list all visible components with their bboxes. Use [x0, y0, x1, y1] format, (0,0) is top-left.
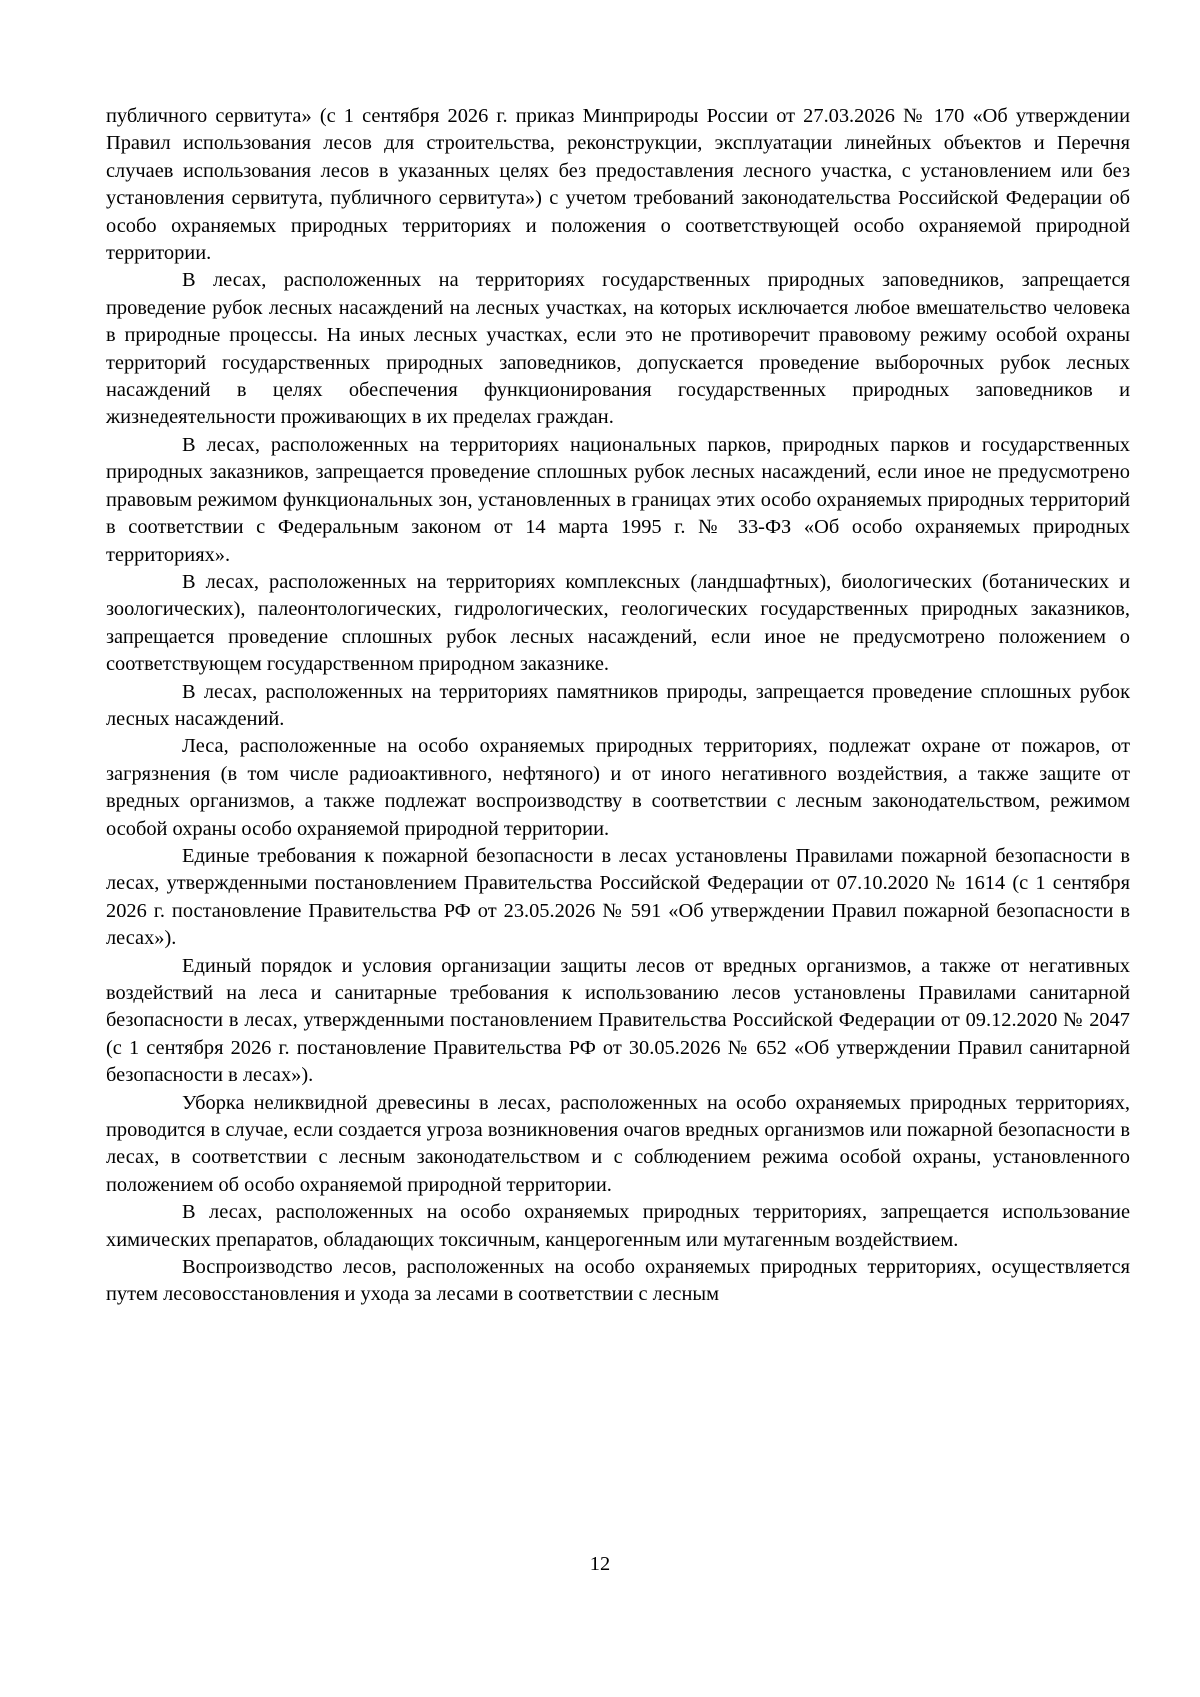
paragraph: публичного сервитута» (с 1 сентября 2026 г. приказ Минприроды России от 27.03.2026 № 170 «Об утверждении Правил использования лесов для строительства, реконструкции, эксплуатации линейных объектов и Перечня случаев использования лесов в указанных целях без предоставления лесного участка, с установлением или без установления сервитута, публичного сервитута») с учетом требований законодательства Российской Федерации об особо охраняемых природных территориях и положения о соответствующей особо охраняемой природной территории.: [106, 105, 1130, 265]
paragraph: В лесах, расположенных на территориях комплексных (ландшафтных), биологических (ботанических и зоологических), палеонтологических, гидрологических, геологических государственных природных заказников, запрещается проведение сплошных рубок лесных насаждений, если иное не предусмотрено положением о соответствующем государственном природном заказнике.: [106, 570, 1130, 676]
paragraph: Единые требования к пожарной безопасности в лесах установлены Правилами пожарной безопасности в лесах, утвержденными постановлением Правительства Российской Федерации от 07.10.2020 № 1614 (с 1 сентября 2026 г. постановление Правительства РФ от 23.05.2026 № 591 «Об утверждении Правил пожарной безопасности в лесах»).: [106, 844, 1130, 950]
paragraph: В лесах, расположенных на территориях национальных парков, природных парков и государственных природных заказников, запрещается проведение сплошных рубок лесных насаждений, если иное не предусмотрено правовым режимом функциональных зон, установленных в границах этих особо охраняемых природных территорий в соответствии с Федеральным законом от 14 марта 1995 г. № 33-ФЗ «Об особо охраняемых природных территориях».: [106, 433, 1130, 566]
paragraph: В лесах, расположенных на территориях государственных природных заповедников, запрещается проведение рубок лесных насаждений на лесных участках, на которых исключается любое вмешательство человека в природные процессы. На иных лесных участках, если это не противоречит правовому режиму особой охраны территорий государственных природных заповедников, допускается проведение выборочных рубок лесных насаждений в целях обеспечения функционирования государственных природных заповедников и жизнедеятельности проживающих в их пределах граждан.: [106, 269, 1130, 429]
paragraph: Единый порядок и условия организации защиты лесов от вредных организмов, а также от негативных воздействий на леса и санитарные требования к использованию лесов установлены Правилами санитарной безопасности в лесах, утвержденными постановлением Правительства Российской Федерации от 09.12.2020 № 2047 (с 1 сентября 2026 г. постановление Правительства РФ от 30.05.2026 № 652 «Об утверждении Правил санитарной безопасности в лесах»).: [106, 954, 1130, 1087]
paragraph: В лесах, расположенных на особо охраняемых природных территориях, запрещается использование химических препаратов, обладающих токсичным, канцерогенным или мутагенным воздействием.: [106, 1201, 1130, 1251]
document-body: [106, 103, 1130, 1309]
paragraph: Воспроизводство лесов, расположенных на особо охраняемых природных территориях, осуществляется путем лесовосстановления и ухода за лесами в соответствии с лесным: [106, 1256, 1130, 1306]
paragraph: Уборка неликвидной древесины в лесах, расположенных на особо охраняемых природных территориях, проводится в случае, если создается угроза возникновения очагов вредных организмов или пожарной безопасности в лесах, в соответствии с лесным законодательством и с соблюдением режима особой охраны, установленного положением об особо охраняемой природной территории.: [106, 1091, 1130, 1196]
page-number: 12: [589, 1553, 611, 1575]
paragraph: В лесах, расположенных на территориях памятников природы, запрещается проведение сплошных рубок лесных насаждений.: [106, 680, 1130, 730]
paragraph: Леса, расположенные на особо охраняемых природных территориях, подлежат охране от пожаров, от загрязнения (в том числе радиоактивного, нефтяного) и от иного негативного воздействия, а также защите от вредных организмов, а также подлежат воспроизводству в соответствии с лесным законодательством, режимом особой охраны особо охраняемой природной территории.: [106, 735, 1130, 840]
